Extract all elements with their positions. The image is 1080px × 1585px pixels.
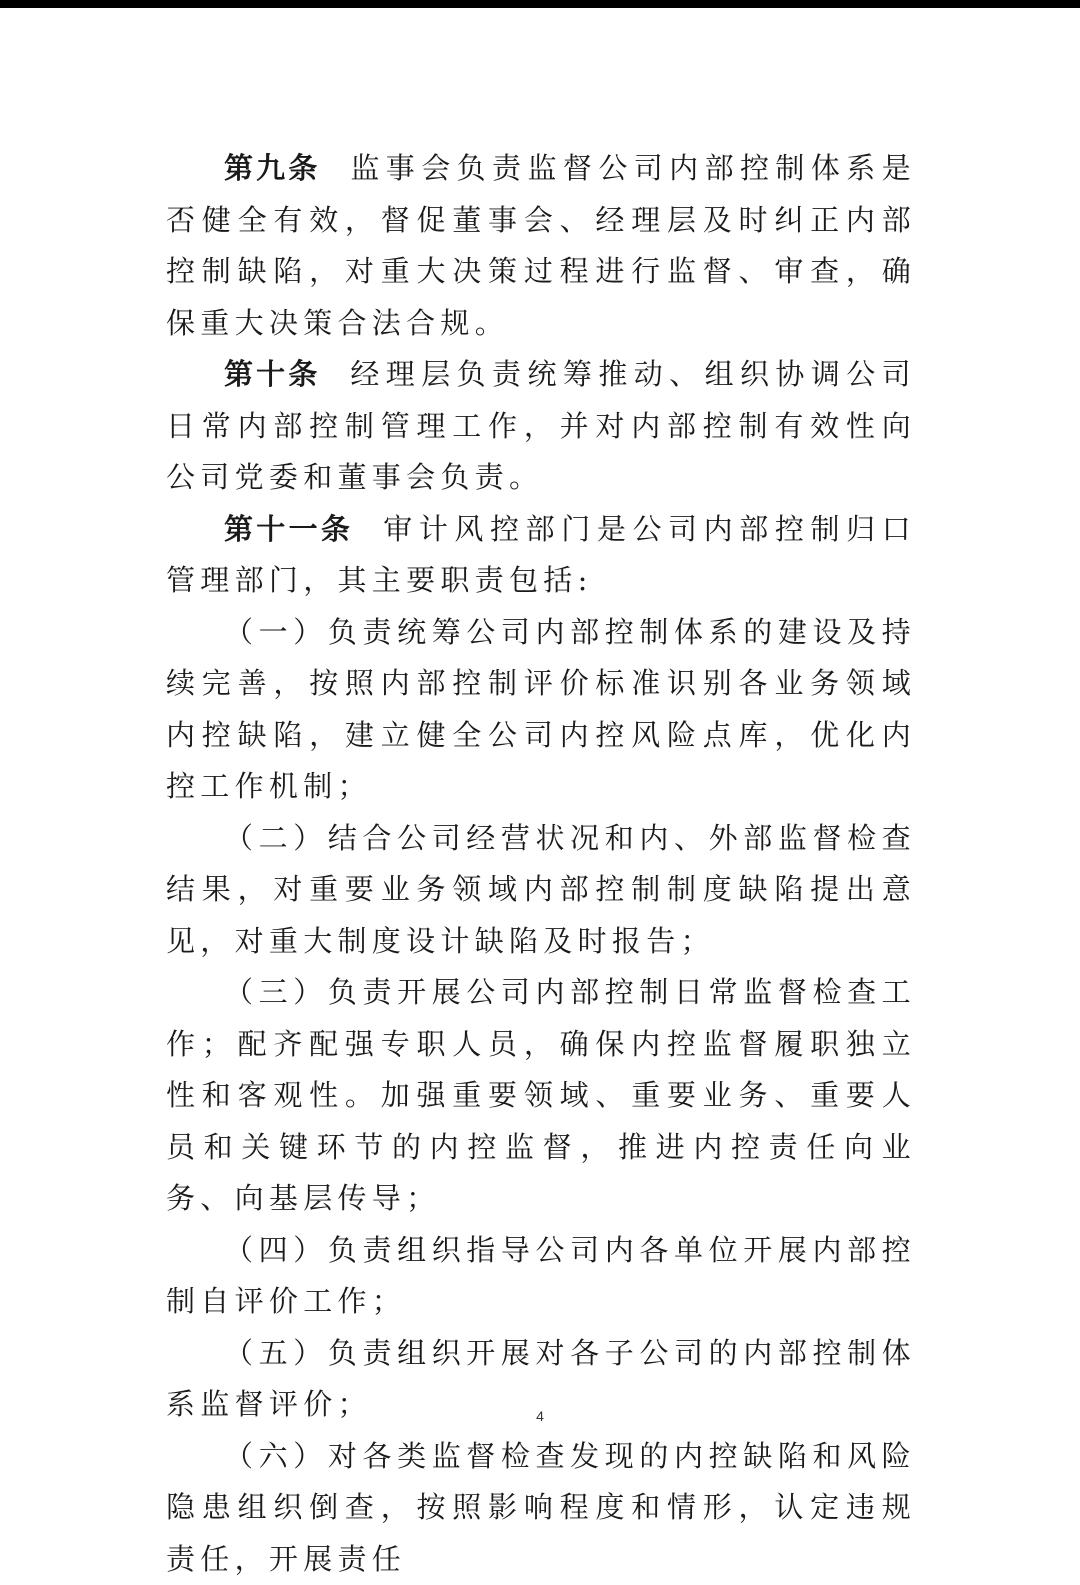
article-heading: 第九条 (224, 151, 320, 185)
list-item: （一）负责统筹公司内部控制体系的建设及持续完善，按照内部控制评价标准识别各业务领域内控缺陷，建立健全公司内控风险点库，优化内控工作机制； (166, 607, 916, 813)
list-item: （四）负责组织指导公司内各单位开展内部控制自评价工作； (166, 1225, 916, 1328)
article-9 (166, 143, 916, 349)
document-body (166, 143, 916, 1585)
list-item: （二）结合公司经营状况和内、外部监督检查结果，对重要业务领域内部控制制度缺陷提出意见，对重大制度设计缺陷及时报告； (166, 813, 916, 968)
list-item: （六）对各类监督检查发现的内控缺陷和风险隐患组织倒查，按照影响程度和情形，认定违规责任，开展责任 (166, 1431, 916, 1585)
article-11 (166, 504, 916, 607)
list-item: （三）负责开展公司内部控制日常监督检查工作；配齐配强专职人员，确保内控监督履职独立性和客观性。加强重要领域、重要业务、重要人员和关键环节的内控监督，推进内控责任向业务、向基层传导； (166, 967, 916, 1225)
article-text: 审计风控部门是公司内部控制归口管理部门，其主要职责包括: (166, 512, 916, 598)
article-text: 经理层负责统筹推动、组织协调公司日常内部控制管理工作，并对内部控制有效性向公司党委和董事会负责。 (166, 357, 916, 494)
list-item: （五）负责组织开展对各子公司的内部控制体系监督评价； (166, 1328, 916, 1431)
page-number: 4 (0, 1408, 1080, 1424)
article-10 (166, 349, 916, 504)
article-heading: 第十条 (224, 357, 320, 391)
top-border (0, 0, 1080, 8)
article-text: 监事会负责监督公司内部控制体系是否健全有效，督促董事会、经理层及时纠正内部控制缺陷，对重大决策过程进行监督、审查，确保重大决策合法合规。 (166, 151, 916, 340)
article-heading: 第十一条 (224, 512, 353, 546)
